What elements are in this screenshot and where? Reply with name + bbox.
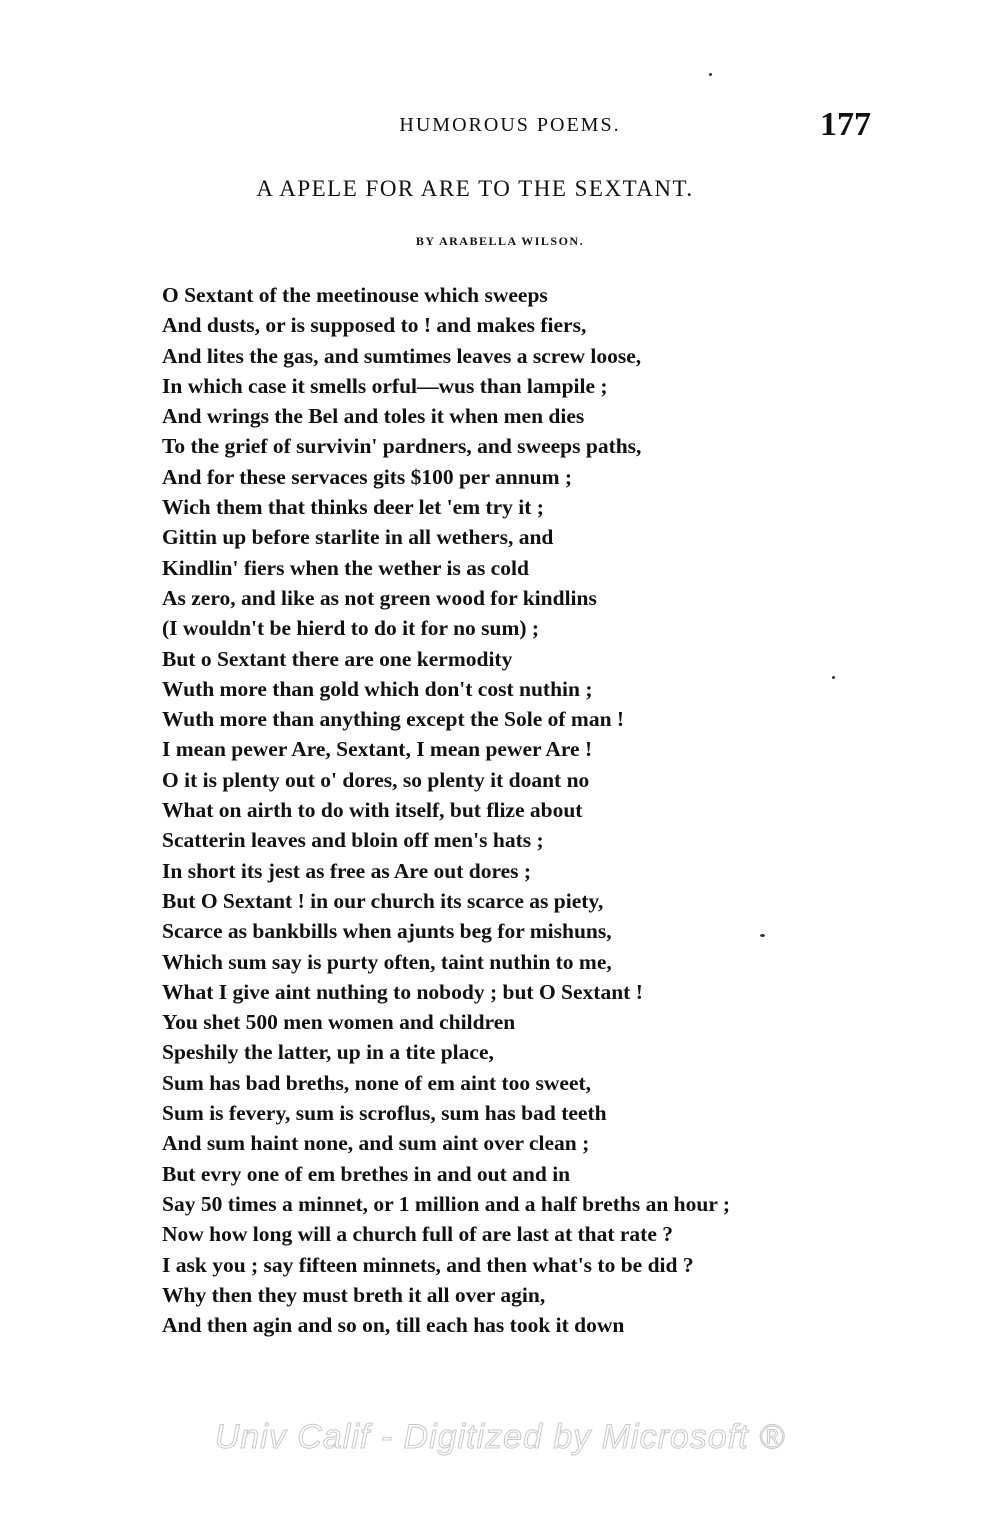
poem-line: O it is plenty out o' dores, so plenty it doant no: [162, 767, 590, 792]
poem-line: But o Sextant there are one kermodity: [162, 646, 513, 671]
poem-line: And for these servaces gits $100 per annum ;: [162, 464, 573, 489]
print-speck: [760, 934, 765, 937]
poem-line: You shet 500 men women and children: [162, 1010, 516, 1035]
digitization-watermark: Univ Calif - Digitized by Microsoft ®: [214, 1418, 786, 1456]
poem-line: And lites the gas, and sumtimes leaves a screw loose,: [162, 343, 642, 368]
poem-line: Kindlin' fiers when the wether is as cold: [162, 555, 529, 580]
poem-line: Say 50 times a minnet, or 1 million and a half breths an hour ;: [162, 1191, 731, 1216]
poem-line: But evry one of em brethes in and out and in: [162, 1161, 571, 1186]
poem-line: Why then they must breth it all over agin,: [162, 1282, 546, 1307]
poem-line: As zero, and like as not green wood for kindlins: [162, 585, 597, 610]
poem-line: What I give aint nuthing to nobody ; but O Sextant !: [162, 979, 643, 1004]
poem-line: Sum is fevery, sum is scroflus, sum has bad teeth: [162, 1101, 607, 1126]
poem-line: Wuth more than anything except the Sole of man !: [162, 707, 625, 732]
poem-line: And then agin and so on, till each has took it down: [162, 1313, 625, 1338]
poem-line: Speshily the latter, up in a tite place,: [162, 1040, 494, 1065]
poem-title: A APELE FOR ARE TO THE SEXTANT.: [256, 176, 694, 201]
poem-line: Wuth more than gold which don't cost nuthin ;: [162, 676, 593, 701]
poem-line: Wich them that thinks deer let 'em try it ;: [162, 495, 544, 520]
page-number: 177: [820, 106, 871, 143]
poem-line: What on airth to do with itself, but flize about: [162, 798, 583, 823]
poem-line: (I wouldn't be hierd to do it for no sum) ;: [162, 616, 540, 641]
poem-line: To the grief of survivin' pardners, and sweeps paths,: [162, 434, 642, 459]
poem-line: But O Sextant ! in our church its scarce as piety,: [162, 888, 604, 913]
poem-line: Scarce as bankbills when ajunts beg for mishuns,: [162, 919, 612, 944]
poem-line: In short its jest as free as Are out dores ;: [162, 858, 532, 883]
poem-line: Sum has bad breths, none of em aint too sweet,: [162, 1070, 592, 1095]
poem-byline: BY ARABELLA WILSON.: [415, 234, 585, 248]
print-speck: [832, 676, 835, 679]
poem-line: Scatterin leaves and bloin off men's hats ;: [162, 828, 544, 853]
poem-line: Now how long will a church full of are last at that rate ?: [162, 1222, 674, 1247]
poem-line: Which sum say is purty often, taint nuthin to me,: [162, 949, 612, 974]
poem-line: And dusts, or is supposed to ! and makes fiers,: [162, 313, 587, 338]
poem-line: O Sextant of the meetinouse which sweeps: [162, 283, 548, 307]
poem-line: I ask you ; say fifteen minnets, and then what's to be did ?: [162, 1252, 694, 1277]
print-speck: [709, 73, 712, 76]
poem-line: And wrings the Bel and toles it when men dies: [162, 404, 585, 429]
poem-line: In which case it smells orful—wus than lampile ;: [162, 373, 608, 398]
poem-line: And sum haint none, and sum aint over clean ;: [162, 1131, 590, 1156]
poem-line: I mean pewer Are, Sextant, I mean pewer Are !: [162, 737, 593, 762]
poem-line: Gittin up before starlite in all wethers, and: [162, 525, 554, 550]
poem-body: [162, 280, 882, 1340]
running-head: HUMOROUS POEMS.: [399, 114, 621, 136]
